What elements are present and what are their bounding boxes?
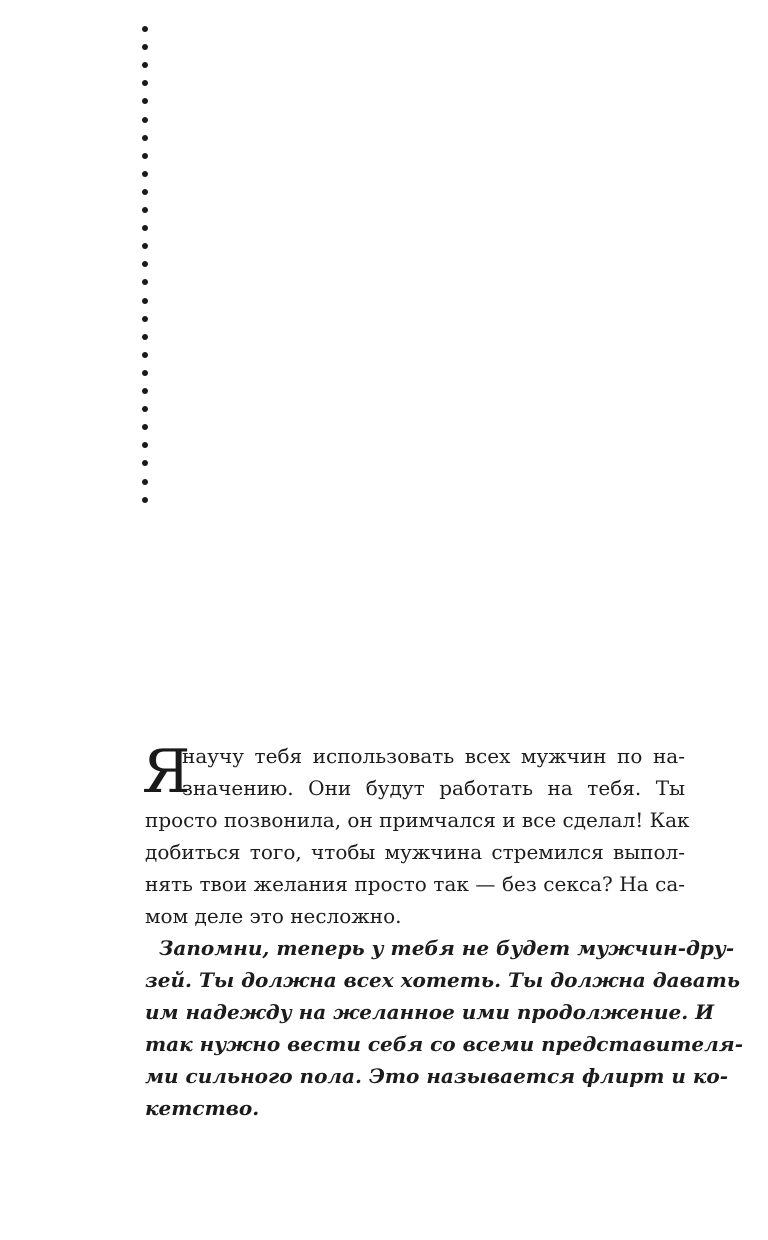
dot [142,424,148,430]
paragraph-line: значению. Они будут работать на тебя. Ты [182,776,685,800]
dotted-vertical-line-icon [140,26,150,506]
dot [142,243,148,249]
dot [142,98,148,104]
paragraph-line: кетство. [145,1096,260,1120]
dot [142,117,148,123]
dot [142,225,148,231]
dot [142,171,148,177]
line-text: научу тебя использовать всех мужчин по на- [182,744,685,768]
dot [142,80,148,86]
dot [142,189,148,195]
dot [142,460,148,466]
paragraph-line: нять твои желания просто так — без секса? На са- [145,872,685,896]
dot [142,26,148,32]
dot [142,370,148,376]
paragraph-1 [142,737,690,932]
dot [142,153,148,159]
dot [142,352,148,358]
dot [142,316,148,322]
dot [142,406,148,412]
text-block [142,737,743,1124]
dot [142,442,148,448]
dot [142,298,148,304]
drop-cap: Я [142,737,191,807]
dot [142,279,148,285]
dot [142,261,148,267]
paragraph-line: добиться того, чтобы мужчина стремился выпол- [145,840,685,864]
paragraph-line: им надежду на желанное ими продолжение. И [145,1000,715,1024]
dot [142,497,148,503]
dot [142,44,148,50]
paragraph-line: просто позвонила, он примчался и все сделал! Как [145,808,690,832]
paragraph-line: зей. Ты должна всех хотеть. Ты должна давать [145,968,741,992]
dot [142,334,148,340]
paragraph-2 [145,932,743,1124]
paragraph-line: ми сильного пола. Это называется флирт и ко- [145,1064,729,1088]
paragraph-line: Запомни, теперь у тебя не будет мужчин-дру- [159,936,735,960]
dot [142,207,148,213]
dot [142,62,148,68]
paragraph-line: мом деле это несложно. [145,904,402,928]
dot [142,479,148,485]
dot [142,388,148,394]
paragraph-line: так нужно вести себя со всеми представителя- [145,1032,743,1056]
dot [142,135,148,141]
